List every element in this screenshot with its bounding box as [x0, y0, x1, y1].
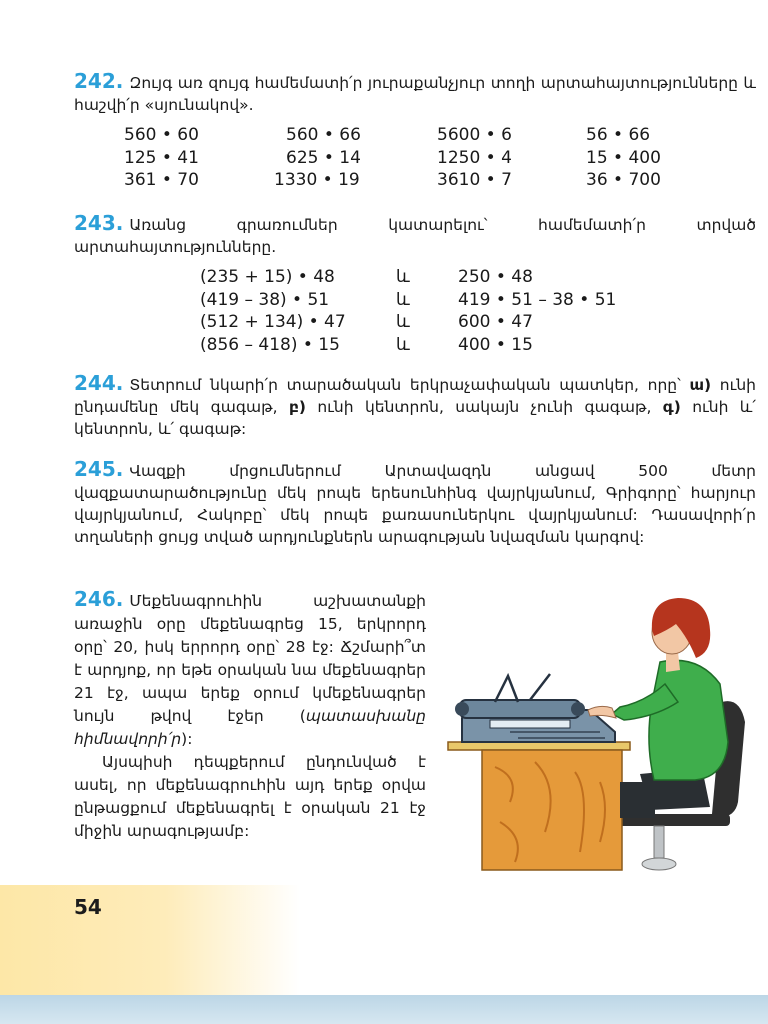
- problem-245: [74, 458, 756, 548]
- problem-statement: Զույգ առ զույգ համեմատի՛ր յուրաքանչյուր տողի արտահայտությունները և հաշվի՛ր «սյունակով».: [74, 74, 756, 114]
- table-cell: (512 + 134) • 47: [200, 312, 346, 332]
- problem-statement: Առանց գրառումներ կատարելու՝ համեմատի՛ր տրված արտահայտությունները.: [74, 216, 756, 256]
- footer-strip: [0, 995, 768, 1024]
- problem-number: 242.: [74, 69, 124, 93]
- problem-number: 243.: [74, 211, 124, 235]
- table-cell: 600 • 47: [458, 312, 533, 332]
- table-cell: 361 • 70: [124, 170, 199, 190]
- table-cell: 1250 • 4: [437, 147, 512, 168]
- problem-246-paragraph-2: Այսպիսի դեպքերում ընդունված է ասել, որ մեքենագրուհին այդ երեք օրվա ընթացքում մեքենագրել է օրական 21 էջ միջին արագությամբ:: [74, 753, 426, 840]
- problem-statement: ունի և՛ կենտրոն, և՛ գագաթ:: [74, 398, 756, 438]
- table-cell: 419 • 51 – 38 • 51: [458, 289, 617, 310]
- table-cell: 15 • 400: [586, 147, 661, 168]
- table-cell: 560 • 66: [286, 125, 361, 145]
- table-cell: և: [396, 289, 410, 310]
- problem-246: [74, 588, 426, 843]
- table-cell: և: [396, 312, 410, 332]
- problem-statement: ունի կենտրոն, սակայն չունի գագաթ,: [305, 398, 663, 416]
- table-cell: (856 – 418) • 15: [200, 334, 340, 355]
- option-label-c: գ): [662, 398, 681, 416]
- page-number: 54: [74, 895, 102, 919]
- table-cell: 5600 • 6: [437, 125, 512, 145]
- problem-242-table: [124, 124, 724, 194]
- problem-244-text: [74, 372, 756, 440]
- problem-number: 244.: [74, 371, 124, 395]
- option-label-a: ա): [689, 376, 712, 394]
- problem-italic-hint: պատասխանը հիմնավորի՛ր: [74, 707, 426, 748]
- table-cell: և: [396, 267, 410, 287]
- problem-244: [74, 372, 756, 440]
- table-cell: 250 • 48: [458, 267, 533, 287]
- option-label-b: բ): [288, 398, 306, 416]
- problem-242: [74, 70, 756, 116]
- table-cell: 560 • 60: [124, 125, 199, 145]
- table-cell: և: [396, 334, 410, 355]
- table-cell: 400 • 15: [458, 334, 533, 355]
- problem-246-text: [74, 588, 426, 751]
- problem-statement: ):: [181, 730, 193, 748]
- problem-243: [74, 212, 756, 258]
- typist-illustration: [440, 592, 760, 877]
- problem-number: 246.: [74, 587, 124, 611]
- desk: [448, 742, 630, 870]
- problem-number: 245.: [74, 457, 124, 481]
- problem-statement: Վազքի մրցումներում Արտավազդն անցավ 500 մետր վազքատարածությունը մեկ րոպե երեսունհինգ վայրկյանում, Գրիգորը՝ հարյուր վայրկյանում, Հակոբը՝ մեկ րոպե քառասուներկու վայրկյանում: Դասավորի՛ր տղաների ցույց տված արդյունքներն արագության նվազման կարգով:: [74, 462, 756, 546]
- typewriter: [455, 674, 615, 742]
- table-cell: 1330 • 19: [274, 170, 360, 190]
- table-cell: (419 – 38) • 51: [200, 289, 330, 310]
- problem-statement: Մեքենագրուհին աշխատանքի առաջին օրը մեքենագրեց 15, երկրորդ օրը՝ 20, իսկ երրորդ օրը՝ 28 էջ: Ճշմարի՞տ է արդյոք, որ եթե օրական նա մեքենագրեր 21 էջ, ապա երեք օրում կմեքենագրեր նույն թվով էջեր (: [74, 592, 426, 725]
- table-cell: 3610 • 7: [437, 170, 512, 190]
- table-cell: 36 • 700: [586, 170, 661, 190]
- problem-242-text: [74, 70, 756, 116]
- problem-statement: Տետրում նկարի՛ր տարածական երկրաչափական պատկեր, որը՝: [129, 376, 690, 394]
- problem-243-table: [200, 266, 660, 358]
- table-cell: (235 + 15) • 48: [200, 267, 335, 287]
- table-cell: 625 • 14: [286, 147, 361, 168]
- problem-245-text: [74, 458, 756, 548]
- problem-statement: ունի ընդամենը մեկ գագաթ,: [74, 376, 756, 416]
- problem-243-text: [74, 212, 756, 258]
- table-cell: 125 • 41: [124, 147, 199, 168]
- table-cell: 56 • 66: [586, 125, 651, 145]
- page-corner-decoration: [0, 885, 300, 995]
